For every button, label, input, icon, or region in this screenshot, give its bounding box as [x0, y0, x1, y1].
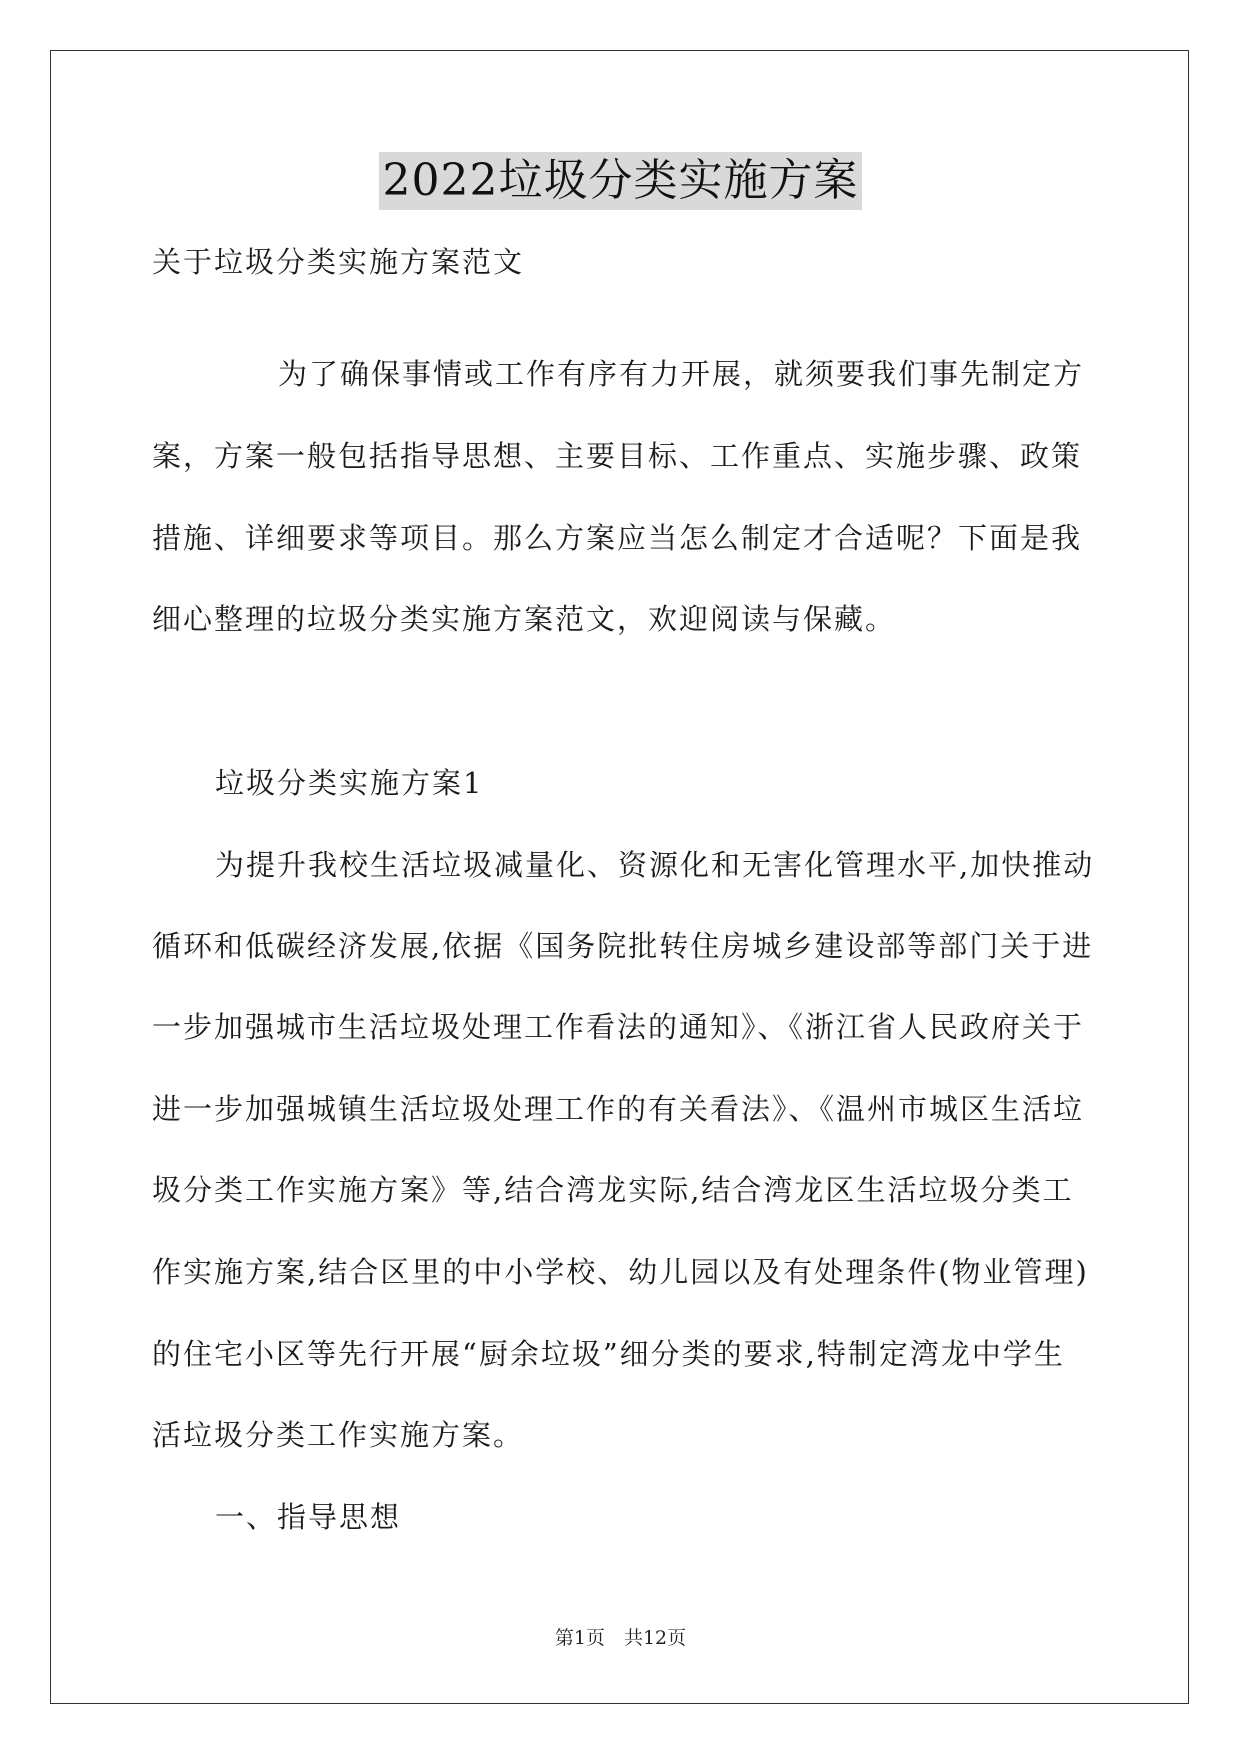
title-container	[0, 152, 1241, 210]
page-number: 第1页 共12页	[554, 1627, 687, 1649]
section-heading	[215, 761, 483, 802]
sub-heading	[215, 1495, 401, 1536]
page-footer	[0, 1623, 1241, 1650]
intro-line: 细心整理的垃圾分类实施方案范文，欢迎阅读与保藏。	[152, 602, 897, 636]
subtitle-text: 关于垃圾分类实施方案范文	[152, 245, 525, 279]
document-subtitle	[152, 240, 524, 281]
paragraph-line: 循环和低碳经济发展,依据《国务院批转住房城乡建设部等部门关于进	[152, 929, 1094, 963]
document-title: 2022垃圾分类实施方案	[379, 152, 863, 210]
paragraph-line: 为提升我校生活垃圾减量化、资源化和无害化管理水平,加快推动	[215, 848, 1095, 882]
paragraph-line: 活垃圾分类工作实施方案。	[152, 1418, 525, 1452]
intro-line: 为了确保事情或工作有序有力开展，就须要我们事先制定方	[278, 357, 1085, 391]
intro-line: 措施、详细要求等项目。那么方案应当怎么制定才合适呢？下面是我	[152, 521, 1083, 555]
paragraph-line: 作实施方案,结合区里的中小学校、幼儿园以及有处理条件(物业管理)	[152, 1255, 1089, 1289]
paragraph-line: 进一步加强城镇生活垃圾处理工作的有关看法》、《温州市城区生活垃	[152, 1092, 1085, 1126]
intro-line: 案，方案一般包括指导思想、主要目标、工作重点、实施步骤、政策	[152, 439, 1083, 473]
paragraph-line: 圾分类工作实施方案》等,结合湾龙实际,结合湾龙区生活垃圾分类工	[152, 1173, 1074, 1207]
paragraph-line: 的住宅小区等先行开展“厨余垃圾”细分类的要求,特制定湾龙中学生	[152, 1337, 1065, 1371]
section-heading-text: 垃圾分类实施方案1	[215, 766, 484, 800]
sub-heading-text: 一、指导思想	[215, 1500, 402, 1534]
paragraph-line: 一步加强城市生活垃圾处理工作看法的通知》、《浙江省人民政府关于	[152, 1010, 1085, 1044]
